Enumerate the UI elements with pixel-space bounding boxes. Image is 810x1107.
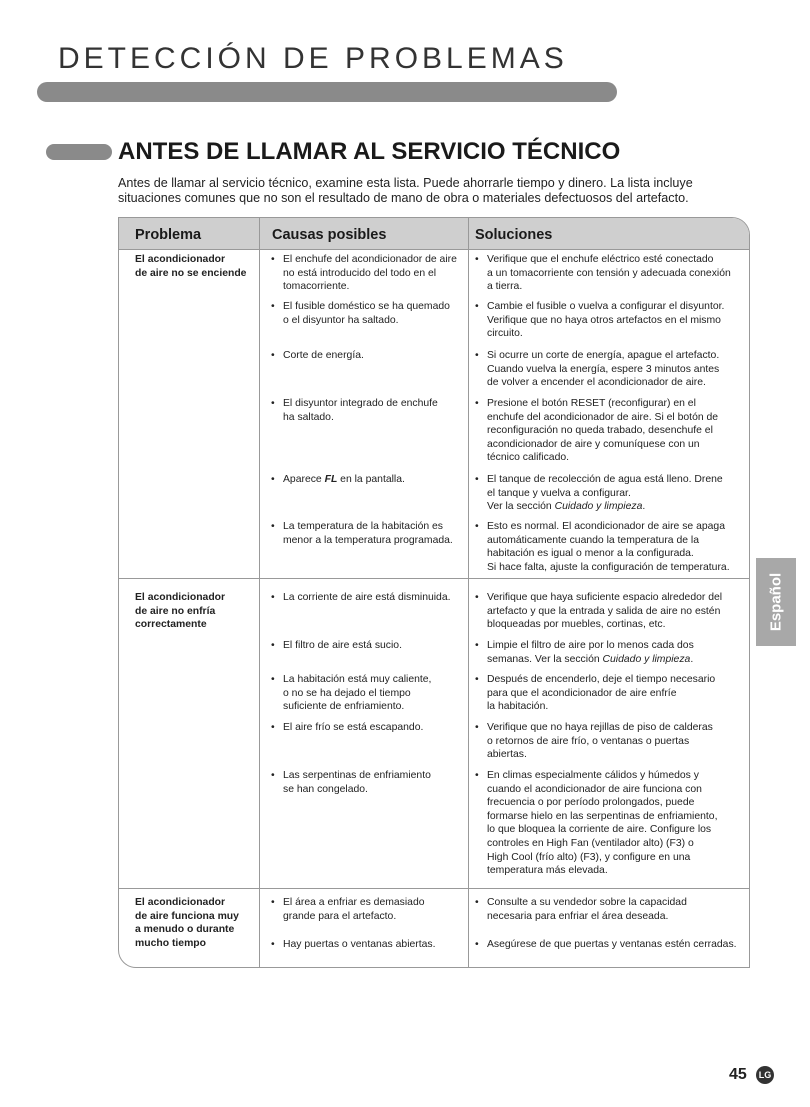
solution-item: • Limpie el filtro de aire por lo menos cada dos semanas. Ver la sección Cuidado y limpieza. xyxy=(475,639,750,666)
solution-item: • En climas especialmente cálidos y húmedos y cuando el acondicionador de aire funciona con frecuencia o por período prolongados, puede formarse hielo en las serpentinas de enfriamiento, lo que bloquea la corriente de aire. Configure los controles en High Fan (ventilador alto) (F3) o High Cool (frío alto) (F3), y configure en una temperatura más elevada. xyxy=(475,769,750,878)
section-title: ANTES DE LLAMAR AL SERVICIO TÉCNICO xyxy=(118,138,621,165)
cause-item: • El área a enfriar es demasiado grande para el artefacto. xyxy=(271,896,477,923)
cause-item: • El fusible doméstico se ha quemado o el disyuntor ha saltado. xyxy=(271,300,477,327)
solution-item: • Verifique que el enchufe eléctrico esté conectado a un tomacorriente con tensión y adecuada conexión a tierra. xyxy=(475,253,750,294)
solution-item: • Asegúrese de que puertas y ventanas estén cerradas. xyxy=(475,938,750,952)
header-causes: Causas posibles xyxy=(272,227,387,243)
header-bar xyxy=(37,82,617,102)
problem-not-cooling: El acondicionador de aire no enfría correctamente xyxy=(135,592,226,631)
solution-item: • Esto es normal. El acondicionador de aire se apaga automáticamente cuando la temperatura de la habitación es igual o menor a la configurada. Si hace falta, ajuste la configuración de temperatura. xyxy=(475,520,750,574)
solution-item: • Presione el botón RESET (reconfigurar) en el enchufe del acondicionador de aire. Si el botón de reconfiguración no queda trabado, desenchufe el acondicionador de aire y comuníquese con un técnico calificado. xyxy=(475,397,750,465)
cause-item: • Las serpentinas de enfriamiento se han congelado. xyxy=(271,769,477,796)
table-header xyxy=(119,218,749,249)
page-number: 45 xyxy=(729,1066,747,1083)
row-divider xyxy=(119,578,749,579)
lg-logo-icon: LG xyxy=(756,1066,774,1084)
cause-item: • La temperatura de la habitación es menor a la temperatura programada. xyxy=(271,520,477,547)
cause-item: • Corte de energía. xyxy=(271,349,477,363)
cause-item: • El enchufe del acondicionador de aire no está introducido del todo en el tomacorriente. xyxy=(271,253,477,294)
intro-paragraph: Antes de llamar al servicio técnico, examine esta lista. Puede ahorrarle tiempo y dinero. La lista incluye situaciones comunes que no son el resultado de mano de obra o materiales defectuosos del artefacto. xyxy=(118,176,693,205)
header-problem: Problema xyxy=(135,227,202,243)
cause-item: • Hay puertas o ventanas abiertas. xyxy=(271,938,477,952)
language-label: Español xyxy=(767,572,785,632)
page-header-title: DETECCIÓN DE PROBLEMAS xyxy=(58,42,568,75)
problem-runs-too-often: El acondicionador de aire funciona muy a menudo o durante mucho tiempo xyxy=(135,897,239,949)
cause-item: • La habitación está muy caliente, o no se ha dejado el tiempo suficiente de enfriamiento. xyxy=(271,673,477,714)
row-divider xyxy=(119,888,749,889)
solution-item: • El tanque de recolección de agua está lleno. Drene el tanque y vuelva a configurar. Ver la sección Cuidado y limpieza. xyxy=(475,473,750,514)
cause-item: • El aire frío se está escapando. xyxy=(271,721,477,735)
solution-item: • Después de encenderlo, deje el tiempo necesario para que el acondicionador de aire enfríe la habitación. xyxy=(475,673,750,714)
language-tab xyxy=(756,558,796,646)
solution-item: • Si ocurre un corte de energía, apague el artefacto. Cuando vuelva la energía, espere 3 minutos antes de volver a encender el acondicionador de aire. xyxy=(475,349,750,390)
problem-not-turning-on: El acondicionador de aire no se enciende xyxy=(135,254,247,279)
cause-item: • El disyuntor integrado de enchufe ha saltado. xyxy=(271,397,477,424)
solution-item: • Verifique que no haya rejillas de piso de calderas o retornos de aire frío, o ventanas o puertas abiertas. xyxy=(475,721,750,762)
solution-item: • Consulte a su vendedor sobre la capacidad necesaria para enfriar el área deseada. xyxy=(475,896,750,923)
solution-item: • Cambie el fusible o vuelva a configurar el disyuntor. Verifique que no haya otros artefactos en el mismo circuito. xyxy=(475,300,750,341)
cause-item-fl: • Aparece FL en la pantalla. xyxy=(271,473,477,487)
section-marker xyxy=(46,144,112,160)
troubleshooting-table xyxy=(118,217,750,968)
header-solutions: Soluciones xyxy=(475,227,553,243)
row-divider xyxy=(119,249,749,250)
cause-item: • La corriente de aire está disminuida. xyxy=(271,591,477,605)
cause-item: • El filtro de aire está sucio. xyxy=(271,639,477,653)
solution-item: • Verifique que haya suficiente espacio alrededor del artefacto y que la entrada y salida de aire no estén bloqueadas por muebles, cortinas, etc. xyxy=(475,591,750,632)
